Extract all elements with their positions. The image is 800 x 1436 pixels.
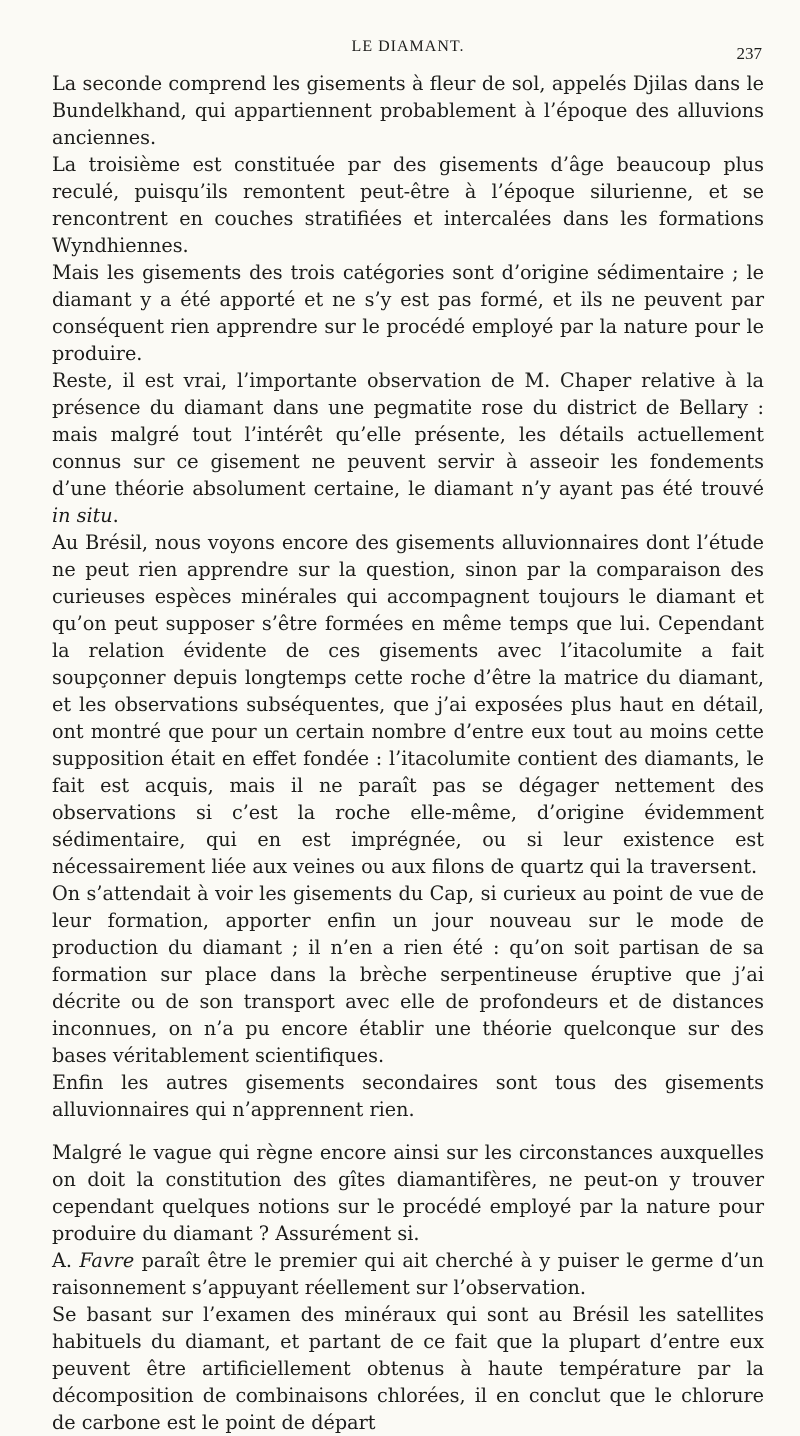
page-number: 237 <box>736 44 762 63</box>
running-title: LE DIAMANT. <box>351 38 465 55</box>
paragraph <box>52 880 764 1069</box>
paragraph <box>52 1139 764 1247</box>
paragraph <box>52 1069 764 1123</box>
paragraph-text: La seconde comprend les gisements à fleur de sol, appelés Djilas dans le Bundelkhand, qui appartiennent probablement à l’époque des alluvions anciennes. <box>52 72 764 149</box>
paragraph-text: paraît être le premier qui ait cherché à y puiser le germe d’un raisonnement s’appuyant réellement sur l’observation. <box>52 1249 765 1299</box>
paragraph <box>52 259 764 367</box>
period: . <box>112 504 119 527</box>
italic-favre: Favre <box>79 1249 135 1272</box>
italic-in-situ: in situ <box>52 504 113 527</box>
author-initial: A. <box>52 1249 72 1272</box>
paragraph-text: Au Brésil, nous voyons encore des gisements alluvionnaires dont l’étude ne peut rien apprendre sur la question, sinon par la comparaison des curieuses espèces minérales qui accompagnent toujours le diamant et qu’on peut supposer s’être formées en même temps que lui. Cependant la relation évidente de ces gisements avec l’itacolumite a fait soupçonner depuis longtemps cette roche d’être la matrice du diamant, et les observations subséquentes, que j’ai exposées plus haut en détail, ont montré que pour un certain nombre d’entre eux tout au moins cette supposition était en effet fondée : l’itacolumite contient des diamants, le fait est acquis, mais il ne paraît pas se dégager nettement des observations si c’est la roche elle-même, d’origine évidemment sédimentaire, qui en est imprégnée, ou si leur existence est nécessairement liée aux veines ou aux filons de quartz qui la traversent. <box>52 531 764 878</box>
paragraph <box>52 1301 764 1436</box>
paragraph-text: Reste, il est vrai, l’importante observation de M. Chaper relative à la présence du diamant dans une pegmatite rose du district de Bellary : mais malgré tout l’intérêt qu’elle présente, les détails actuellement connus sur ce gisement ne peuvent servir à asseoir les fondements d’une théorie absolument certaine, le diamant n’y ayant pas été trouvé <box>52 369 764 500</box>
paragraph <box>52 1247 764 1301</box>
body-text <box>52 70 764 1436</box>
paragraph-text: Malgré le vague qui règne encore ainsi sur les circonstances auxquelles on doit la constitution des gîtes diamantifères, ne peut-on y trouver cependant quelques notions sur le procédé employé par la nature pour produire du diamant ? Assurément si. <box>52 1141 764 1245</box>
running-head <box>52 38 764 70</box>
paragraph <box>52 367 764 529</box>
paragraph-text: Se basant sur l’examen des minéraux qui sont au Brésil les satellites habituels du diamant, et partant de ce fait que la plupart d’entre eux peuvent être artificiellement obtenus à haute température par la décomposition de combinaisons chlorées, il en conclut que le chlorure de carbone est le point de départ <box>52 1303 764 1434</box>
paragraph <box>52 70 764 151</box>
paragraph-text: Enfin les autres gisements secondaires sont tous des gisements alluvionnaires qui n’apprennent rien. <box>52 1071 764 1121</box>
paragraph <box>52 529 764 880</box>
paragraph-text: Mais les gisements des trois catégories sont d’origine sédimentaire ; le diamant y a été apporté et ne s’y est pas formé, et ils ne peuvent par conséquent rien apprendre sur le procédé employé par la nature pour le produire. <box>52 261 764 365</box>
paragraph-text: La troisième est constituée par des gisements d’âge beaucoup plus reculé, puisqu’ils remontent peut-être à l’époque silurienne, et se rencontrent en couches stratifiées et intercalées dans les formations Wyndhiennes. <box>52 153 764 257</box>
paragraph-text: On s’attendait à voir les gisements du Cap, si curieux au point de vue de leur formation, apporter enfin un jour nouveau sur le mode de production du diamant ; il n’en a rien été : qu’on soit partisan de sa formation sur place dans la brèche serpentineuse éruptive que j’ai décrite ou de son transport avec elle de profondeurs et de distances inconnues, on n’a pu encore établir une théorie quelconque sur des bases véritablement scientifiques. <box>52 882 764 1067</box>
paragraph <box>52 151 764 259</box>
